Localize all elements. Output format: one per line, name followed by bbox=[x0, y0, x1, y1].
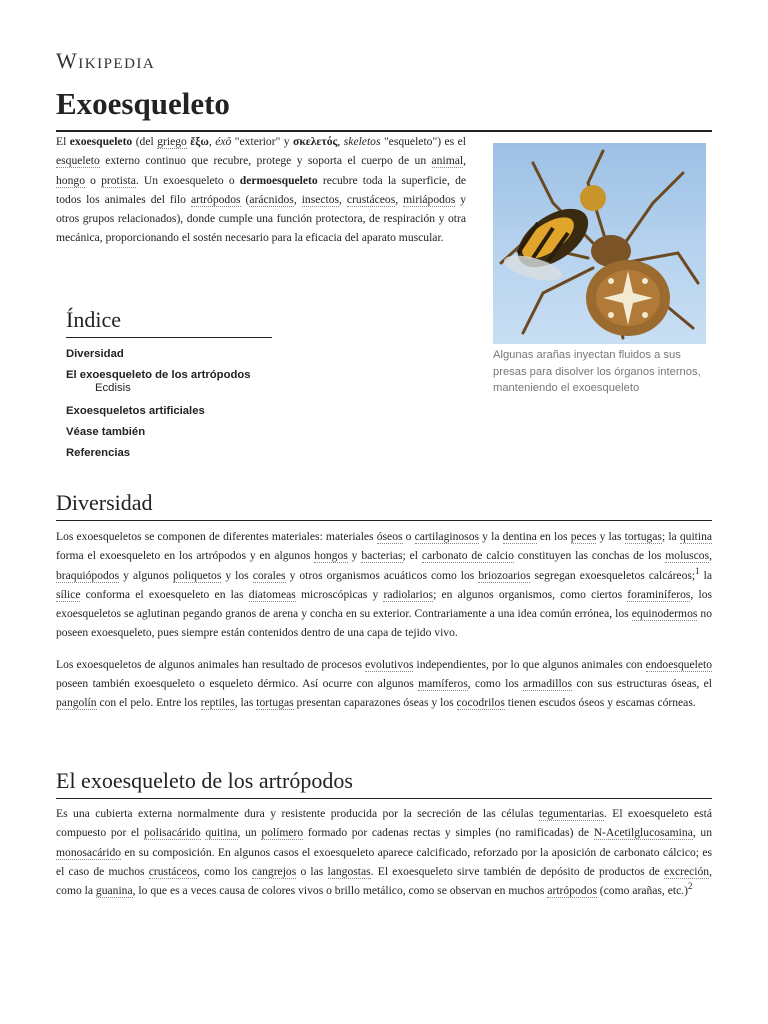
link-miriapodos[interactable]: miriápodos bbox=[403, 192, 456, 206]
link-poliquetos[interactable]: poliquetos bbox=[173, 568, 222, 582]
link-braquiopodos[interactable]: braquiópodos bbox=[56, 568, 120, 582]
link-langostas[interactable]: langostas bbox=[327, 864, 371, 878]
toc-item-diversidad[interactable]: Diversidad bbox=[66, 348, 124, 360]
link-silice[interactable]: sílice bbox=[56, 587, 81, 601]
link-crustaceos[interactable]: crustáceos bbox=[346, 192, 396, 206]
toc-item-referencias[interactable]: Referencias bbox=[66, 447, 131, 459]
wikipedia-wordmark[interactable]: Wikipedia bbox=[56, 48, 156, 73]
link-quitina-2[interactable]: quitina bbox=[205, 826, 238, 840]
link-dentina[interactable]: dentina bbox=[502, 530, 537, 543]
link-briozoarios[interactable]: briozoarios bbox=[478, 568, 531, 582]
link-equinodermos[interactable]: equinodermos bbox=[631, 607, 698, 621]
link-excrecion[interactable]: excreción bbox=[664, 864, 710, 878]
link-tegumentarias[interactable]: tegumentarias bbox=[538, 807, 604, 820]
reference-1[interactable]: 1 bbox=[695, 565, 700, 576]
toc-subitem-ecdisis[interactable]: Ecdisis bbox=[95, 382, 131, 394]
section-artropodos bbox=[56, 804, 712, 900]
link-griego[interactable]: griego bbox=[157, 135, 187, 148]
link-peces[interactable]: peces bbox=[570, 530, 597, 543]
link-esqueleto[interactable]: esqueleto bbox=[56, 154, 100, 168]
artropodos-paragraph-1: Es una cubierta externa normalmente dura y resistente producida por la secreción de las células tegumentarias. El exoesqueleto está compuesto por el polisacárido quitina, un polímero formado por cadenas rectas y simples (no ramificadas) de N-Acetilglucosamina, un monosacárido en su composición. En algunos casos el exoesqueleto aparece calcificado, reforzado por la aposición de carbonato cálcico; es el caso de muchos crustáceos, como los cangrejos o las langostas. El exoesqueleto sirve también de depósito de productos de excreción, como la guanina, lo que es a veces causa de colores vivos o brillo metálico, como se observan en muchos artrópodos (como arañas, etc.)$^2$ bbox=[56, 807, 713, 898]
link-bacterias[interactable]: bacterias bbox=[361, 549, 403, 563]
link-armadillos[interactable]: armadillos bbox=[523, 677, 572, 691]
toc-item-vease-tambien[interactable]: Véase también bbox=[66, 426, 146, 438]
link-hongo[interactable]: hongo bbox=[56, 173, 85, 187]
link-tortugas-2[interactable]: tortugas bbox=[256, 696, 294, 710]
link-artropodos-2[interactable]: artrópodos bbox=[547, 884, 597, 898]
link-monosacarido[interactable]: monosacárido bbox=[56, 845, 122, 859]
section-heading-diversidad: Diversidad bbox=[56, 489, 712, 521]
link-quitina[interactable]: quitina bbox=[679, 530, 713, 543]
spider-wasp-photo[interactable] bbox=[493, 143, 706, 344]
diversidad-paragraph-2: Los exoesqueletos de algunos animales han resultado de procesos evolutivos independientes, por lo que algunos animales con endoesqueleto poseen también exoesqueleto o esqueleto dérmico. Así ocurre con algunos mamíferos, como los armadillos con sus estructuras óseas, el pangolín con el pelo. Entre los reptiles, las tortugas presentan caparazones óseas y los cocodrilos tienen escudos óseos y escamas córneas. bbox=[56, 657, 712, 710]
bold-term-dermoesqueleto: dermoesqueleto bbox=[239, 173, 318, 187]
link-n-acetilglucosamina[interactable]: N-Acetilglucosamina bbox=[593, 826, 693, 840]
link-evolutivos[interactable]: evolutivos bbox=[365, 657, 414, 671]
link-radiolarios[interactable]: radiolarios bbox=[383, 587, 434, 601]
link-cartilaginosos[interactable]: cartilaginosos bbox=[414, 530, 480, 543]
spider-illustration bbox=[493, 143, 706, 344]
link-oseos[interactable]: óseos bbox=[376, 530, 403, 543]
link-polisacarido[interactable]: polisacárido bbox=[144, 826, 201, 840]
section-diversidad bbox=[56, 527, 712, 713]
toc-heading: Índice bbox=[66, 306, 272, 338]
link-cangrejos[interactable]: cangrejos bbox=[251, 864, 297, 878]
figure-caption: Algunas arañas inyectan fluidos a sus presas para disolver los órganos internos, manteniendo el exoesqueleto bbox=[493, 349, 701, 394]
link-crustaceos-2[interactable]: crustáceos bbox=[148, 864, 198, 878]
link-corales[interactable]: corales bbox=[252, 568, 286, 582]
link-guanina[interactable]: guanina bbox=[95, 884, 133, 898]
toc-item-exoesqueletos-artificiales[interactable]: Exoesqueletos artificiales bbox=[66, 405, 205, 417]
link-reptiles[interactable]: reptiles bbox=[200, 696, 235, 710]
bold-term-exoesqueleto: exoesqueleto bbox=[69, 135, 133, 148]
link-hongos[interactable]: hongos bbox=[314, 549, 348, 563]
link-insectos[interactable]: insectos bbox=[301, 192, 340, 206]
page-title: Exoesqueleto bbox=[56, 84, 712, 132]
link-animal[interactable]: animal bbox=[431, 154, 464, 168]
intro-section bbox=[56, 132, 466, 248]
diversidad-paragraph-1: Los exoesqueletos se componen de diferentes materiales: materiales óseos o cartilaginosos y la dentina en los peces y las tortugas; la quitina forma el exoesqueleto en los artrópodos y en algunos hongos y bacterias; el carbonato de calcio constituyen las conchas de los moluscos, braquiópodos y algunos poliquetos y los corales y otros organismos acuáticos como los briozoarios segregan exoesqueletos calcáreos;$^1$ la sílice conforma el exoesqueleto en las diatomeas microscópicas y radiolarios; en algunos organismos, como ciertos foraminíferos, los exoesqueletos se aglutinan pegando granos de arena y concha en su exterior. Contrariamente a una idea común errónea, los equinodermos no poseen exoesqueleto, pues siempre están contenidos dentro de una capa de tejido vivo. bbox=[56, 530, 713, 640]
link-pangolin[interactable]: pangolín bbox=[56, 696, 97, 710]
link-cocodrilos[interactable]: cocodrilos bbox=[456, 696, 505, 710]
link-foraminiferos[interactable]: foraminíferos bbox=[627, 587, 691, 601]
link-protista[interactable]: protista bbox=[101, 173, 136, 187]
reference-2[interactable]: 2 bbox=[688, 881, 693, 892]
link-polimero[interactable]: polímero bbox=[261, 826, 304, 840]
toc-item-artropodos[interactable]: El exoesqueleto de los artrópodos bbox=[66, 369, 251, 381]
link-artropodos[interactable]: artrópodos bbox=[190, 192, 241, 206]
link-endoesqueleto[interactable]: endoesqueleto bbox=[645, 657, 712, 671]
link-tortugas[interactable]: tortugas bbox=[624, 530, 662, 543]
infobox-figure bbox=[493, 143, 707, 397]
link-carbonato-de-calcio[interactable]: carbonato de calcio bbox=[421, 549, 514, 563]
section-heading-artropodos: El exoesqueleto de los artrópodos bbox=[56, 767, 712, 799]
link-diatomeas[interactable]: diatomeas bbox=[248, 587, 296, 601]
table-of-contents bbox=[66, 306, 272, 464]
link-moluscos[interactable]: moluscos bbox=[665, 549, 710, 563]
intro-paragraph: El exoesqueleto (del griego ἔξω, éxō "exterior" y σκελετός, skeletos "esqueleto") es el esqueleto externo continuo que recubre, protege y soporta el cuerpo de un animal, hongo o protista. Un exoesqueleto o dermoesqueleto recubre toda la superficie, de todos los animales del filo artrópodos (arácnidos, insectos, crustáceos, miriápodos y otros grupos relacionados), donde cumple una función protectora, de respiración y otra mecánica, proporcionando el sostén necesario para la eficacia del aparato muscular. bbox=[56, 135, 467, 245]
link-mamiferos[interactable]: mamíferos bbox=[418, 677, 468, 691]
link-aracnidos[interactable]: arácnidos bbox=[249, 192, 294, 206]
